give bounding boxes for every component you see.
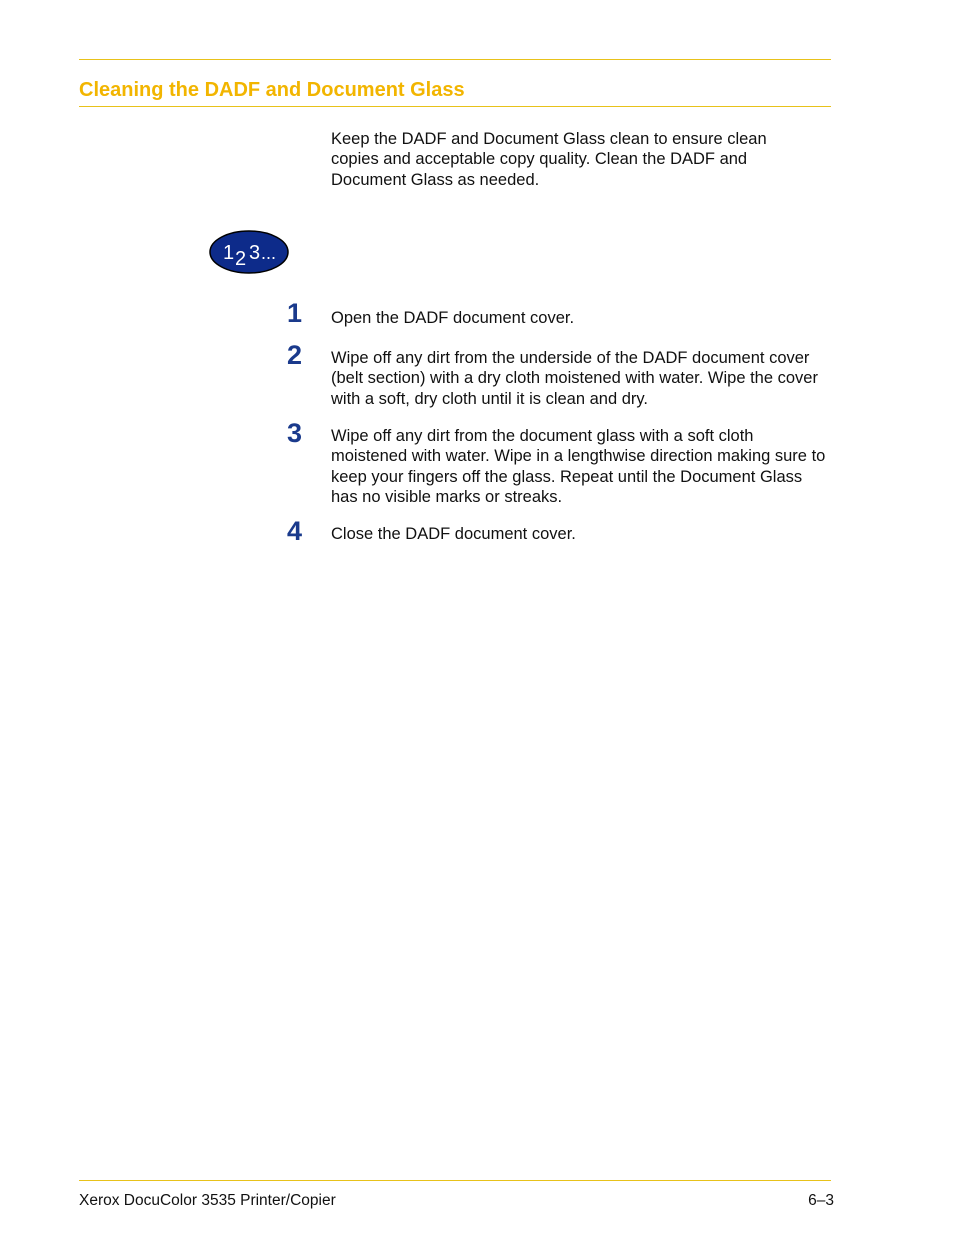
- badge-digit-2: 2: [235, 248, 247, 270]
- intro-paragraph: Keep the DADF and Document Glass clean to ensure clean copies and acceptable copy quality. Clean the DADF and Document Glass as needed.: [331, 130, 767, 189]
- footer-page-number: 6–3: [808, 1192, 834, 1209]
- section-title: Cleaning the DADF and Document Glass: [79, 79, 465, 101]
- step-number: 2: [287, 340, 303, 370]
- step-number: 3: [287, 418, 303, 448]
- title-underline-rule: [79, 106, 831, 107]
- header-rule: [79, 59, 831, 60]
- numbered-steps-icon: [209, 230, 289, 274]
- step-number: 1: [287, 298, 303, 328]
- badge-dots: ...: [261, 243, 277, 263]
- step-text: Wipe off any dirt from the document glass with a soft cloth moistened with water. Wipe in a lengthwise direction making sure to keep your fingers off the glass. Repeat until the Document Glass has no visible marks or streaks.: [331, 427, 826, 506]
- step-text: Open the DADF document cover.: [331, 309, 575, 327]
- badge-digit-3: 3: [249, 242, 261, 264]
- footer-product-name: Xerox DocuColor 3535 Printer/Copier: [79, 1192, 336, 1209]
- footer-rule: [79, 1180, 831, 1181]
- step-text: Wipe off any dirt from the underside of the DADF document cover (belt section) with a dry cloth moistened with water. Wipe the cover with a soft, dry cloth until it is clean and dry.: [331, 349, 818, 408]
- step-number: 4: [287, 516, 303, 546]
- step-text: Close the DADF document cover.: [331, 525, 576, 543]
- badge-digit-1: 1: [223, 242, 235, 264]
